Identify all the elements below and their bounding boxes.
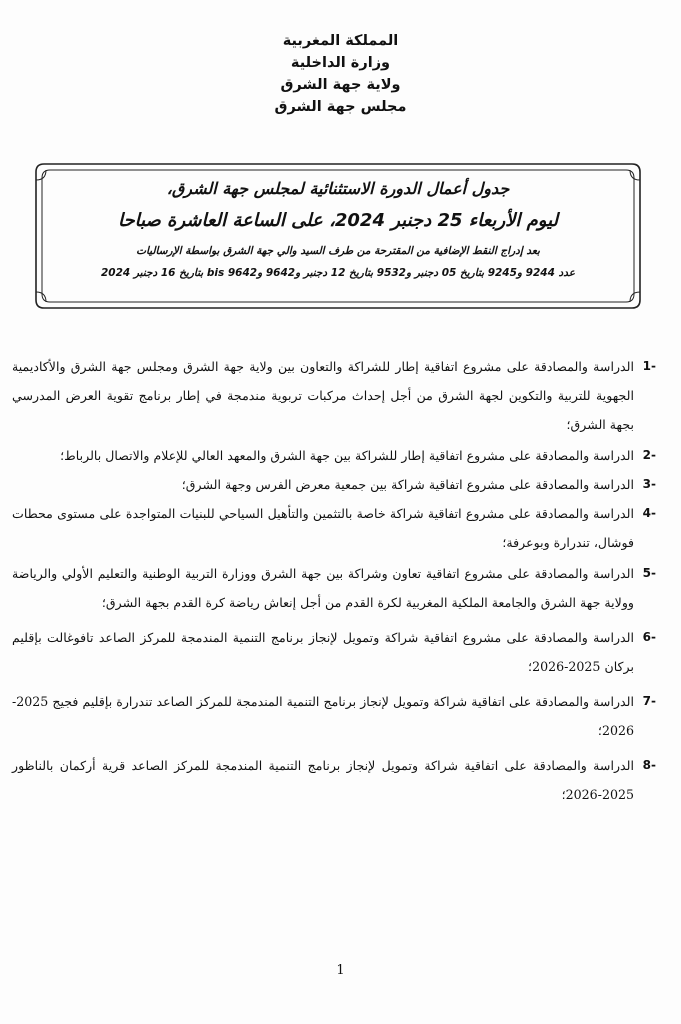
item-text: الدراسة والمصادقة على مشروع اتفاقية شراكة خاصة بالتثمين والتأهيل السياحي للبنيات المتواجدة على مستوى محطات فوشال، تندرارة وبوعرفة؛ [12, 506, 634, 550]
item-text: الدراسة والمصادقة على اتفاقية شراكة وتمويل لإنجاز برنامج التنمية المندمجة للمركز الصاعد تندرارة بإقليم فجيج 2025-2026؛ [12, 694, 634, 738]
letterhead [0, 30, 681, 118]
agenda-note: بعد إدراج النقط الإضافية من المقترحة من طرف السيد والي جهة الشرق بواسطة الإرساليات [136, 245, 540, 257]
item-number: -5 [642, 566, 656, 580]
item-text: الدراسة والمصادقة على مشروع اتفاقية إطار للشراكة والتعاون بين ولاية جهة الشرق ومجلس جهة الشرق والأكاديمية الجهوية للتربية والتكوين لجهة الشرق من أجل إحداث مركبات تربوية مندمجة في إطار برنامج تقوية العرض المدرسي بجهة الشرق؛ [12, 359, 634, 432]
agenda-item [12, 687, 656, 745]
letterhead-council: مجلس جهة الشرق [274, 99, 407, 115]
item-number: -6 [642, 630, 656, 644]
letterhead-kingdom: المملكة المغربية [282, 33, 399, 49]
item-text: الدراسة والمصادقة على مشروع اتفاقية شراكة وتمويل لإنجاز برنامج التنمية المندمجة للمركز الصاعد تافوغالت بإقليم بركان 2025-2026؛ [12, 630, 634, 674]
agenda-item [12, 623, 656, 681]
agenda-item [12, 751, 656, 809]
letterhead-ministry: وزارة الداخلية [290, 55, 391, 71]
item-number: -4 [642, 506, 656, 520]
agenda-title-box [32, 160, 644, 312]
agenda-item [12, 352, 656, 439]
item-number: -1 [642, 359, 656, 373]
agenda-references: عدد 9244 و9245 بتاريخ 05 دجنبر و9532 بتاريخ 12 دجنبر و9642 و9642 bis بتاريخ 16 دجنبر 2024 [101, 267, 575, 279]
item-text: الدراسة والمصادقة على اتفاقية شراكة وتمويل لإنجاز برنامج التنمية المندمجة للمركز الصاعد قرية أركمان بالناظور 2025-2026؛ [12, 758, 634, 802]
agenda-item [12, 441, 656, 470]
agenda-date: ليوم الأربعاء 25 دجنبر 2024، على الساعة العاشرة صباحا [117, 210, 559, 231]
agenda-item [12, 559, 656, 617]
item-text: الدراسة والمصادقة على مشروع اتفاقية إطار للشراكة بين جهة الشرق والمعهد العالي للإعلام والاتصال بالرباط؛ [60, 448, 634, 463]
item-text: الدراسة والمصادقة على مشروع اتفاقية شراكة بين جمعية معرض الفرس وجهة الشرق؛ [181, 477, 634, 492]
item-number: -7 [642, 694, 656, 708]
agenda-items-list [12, 352, 656, 809]
item-number: -8 [642, 758, 656, 772]
item-number: -3 [642, 477, 656, 491]
page-number: 1 [336, 963, 345, 978]
agenda-title: جدول أعمال الدورة الاستثنائية لمجلس جهة الشرق، [166, 179, 510, 198]
item-text: الدراسة والمصادقة على مشروع اتفاقية تعاون وشراكة بين جهة الشرق ووزارة التربية الوطنية والتعليم الأولي والرياضة وولاية جهة الشرق والجامعة الملكية المغربية لكرة القدم من أجل إنعاش رياضة كرة القدم بجهة الشرق؛ [12, 566, 634, 610]
item-number: -2 [642, 448, 656, 462]
letterhead-wilaya: ولاية جهة الشرق [280, 77, 401, 93]
agenda-item [12, 470, 656, 499]
agenda-item [12, 499, 656, 557]
